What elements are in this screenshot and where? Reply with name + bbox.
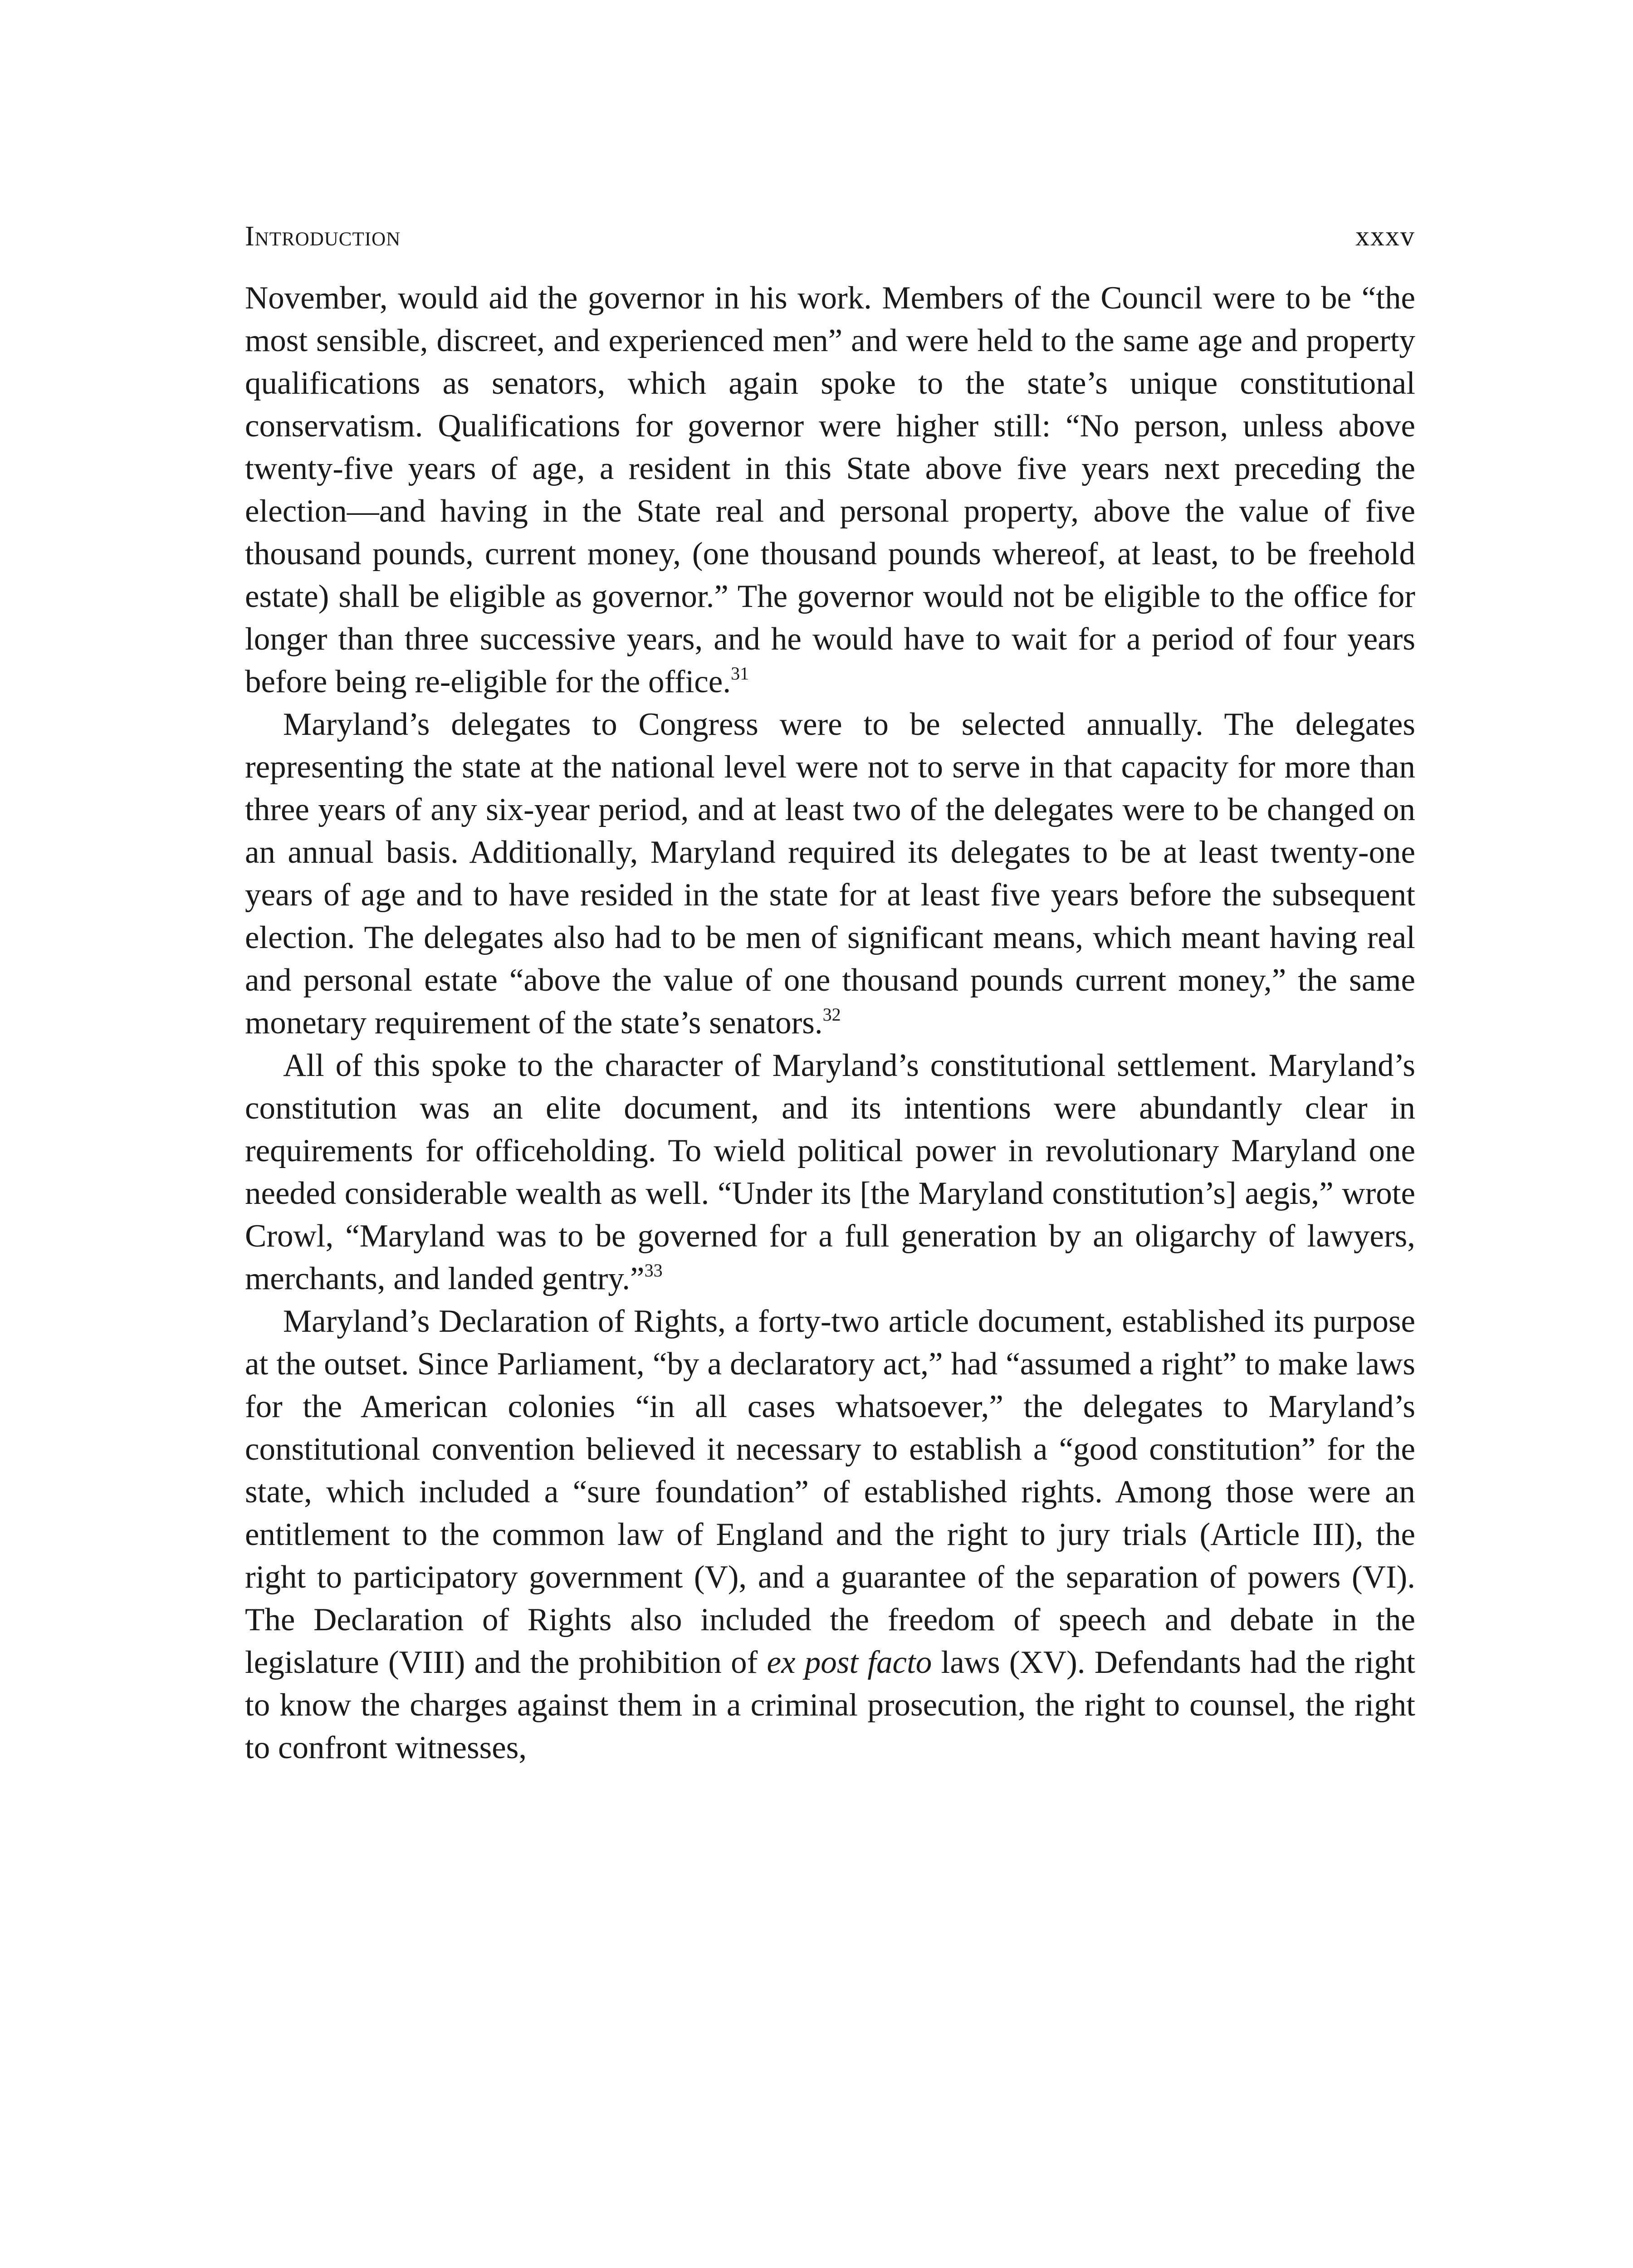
paragraph-2-text: Maryland’s delegates to Congress were to be selected annually. The delegates representing the state at the national level were not to serve in that capacity for more than three years of any six-year period, and at least two of the delegates were to be changed on an annual basis. Additionally, Maryland required its delegates to be at least twenty-one years of age and to have resided in the state for at least five years before the subsequent election. The delegates also had to be men of significant means, which meant having real and personal estate “above the value of one thousand pounds current money,” the same monetary requirement of the state’s senators. <box>245 707 1415 1041</box>
paragraph-4-text-start: Maryland’s Declaration of Rights, a forty-two article document, established its purpose at the outset. Since Parliament, “by a declaratory act,” had “assumed a right” to make laws for the American colonies “in all cases whatsoever,” the delegates to Maryland’s constitutional convention believed it necessary to establish a “good constitution” for the state, which included a “sure foundation” of established rights. Among those were an entitlement to the common law of England and the right to jury trials (Article III), the right to participatory government (V), and a guarantee of the separation of powers (VI). The Declaration of Rights also included the freedom of speech and debate in the legislature (VIII) and the prohibition of <box>245 1304 1415 1680</box>
page-number: xxxv <box>1355 221 1415 252</box>
running-head <box>245 222 1415 277</box>
body-text <box>245 277 1415 1769</box>
paragraph-3-text: All of this spoke to the character of Maryland’s constitutional settlement. Maryland’s constitution was an elite document, and its intentions were abundantly clear in requirements for officeholding. To wield political power in revolutionary Maryland one needed considerable wealth as well. “Under its [the Maryland constitution’s] aegis,” wrote Crowl, “Maryland was to be governed for a full generation by an oligarchy of lawyers, merchants, and landed gentry.” <box>245 1048 1415 1296</box>
book-page <box>245 222 1415 1769</box>
paragraph-2 <box>245 703 1415 1044</box>
footnote-ref-31: 31 <box>731 663 749 684</box>
footnote-ref-33: 33 <box>644 1260 663 1281</box>
italic-term: ex post facto <box>767 1645 932 1680</box>
paragraph-3 <box>245 1044 1415 1300</box>
footnote-ref-32: 32 <box>822 1004 841 1025</box>
running-head-title: Introduction <box>245 221 401 252</box>
paragraph-1-text: November, would aid the governor in his work. Members of the Council were to be “the most sensible, discreet, and experienced men” and were held to the same age and property qualifications as senators, which again spoke to the state’s unique constitutional conservatism. Qualifications for governor were higher still: “No person, unless above twenty-five years of age, a resident in this State above five years next preceding the election—and having in the State real and personal property, above the value of five thousand pounds, current money, (one thousand pounds whereof, at least, to be freehold estate) shall be eligible as governor.” The governor would not be eligible to the office for longer than three successive years, and he would have to wait for a period of four years before being re-eligible for the office. <box>245 280 1415 699</box>
paragraph-4 <box>245 1300 1415 1769</box>
paragraph-4-text-end: laws (XV). Defendants had the right to know the charges against them in a criminal prosecution, the right to counsel, the right to confront witnesses, <box>245 1645 1416 1765</box>
paragraph-1 <box>245 277 1415 703</box>
